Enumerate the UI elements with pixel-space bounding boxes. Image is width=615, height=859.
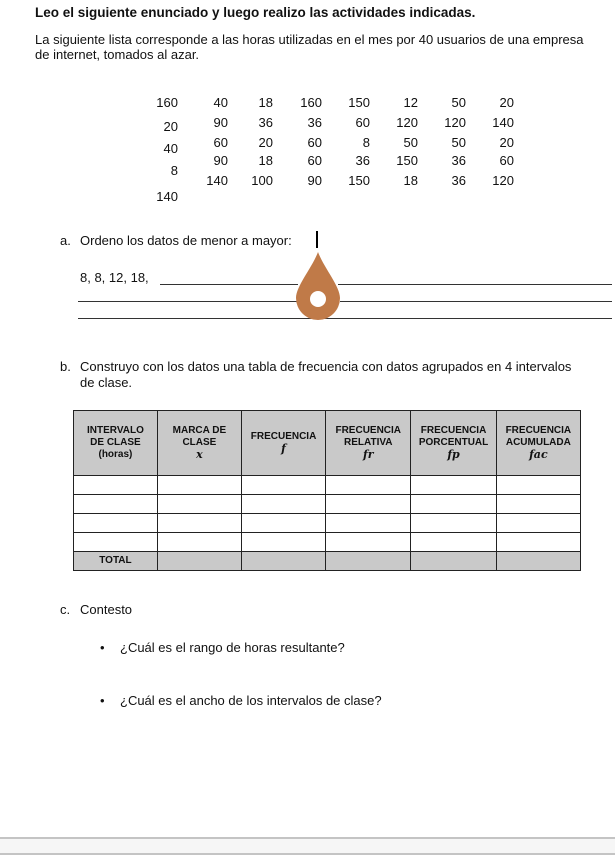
table-cell[interactable] — [241, 533, 325, 552]
part-a-text: Ordeno los datos de menor a mayor: — [80, 233, 292, 248]
data-value: 36 — [355, 153, 370, 168]
data-value: 100 — [251, 173, 273, 188]
data-value: 140 — [492, 115, 514, 130]
table-cell[interactable] — [411, 552, 496, 571]
header-text: FRECUENCIA — [420, 425, 487, 436]
table-cell[interactable] — [157, 552, 241, 571]
data-value: 50 — [403, 135, 418, 150]
table-row — [74, 514, 581, 533]
part-c-text: Contesto — [80, 602, 133, 617]
answer-line — [78, 318, 612, 319]
data-value: 140 — [156, 189, 178, 204]
header-text: INTERVALO — [87, 425, 144, 436]
table-cell[interactable] — [411, 495, 496, 514]
part-b-text: Construyo con los datos una tabla de frecuencia con datos agrupados en 4 intervalos de clase. — [80, 359, 572, 390]
part-b-label: b. — [60, 359, 71, 374]
data-value: 36 — [307, 115, 322, 130]
column-header — [496, 411, 580, 476]
data-value: 140 — [206, 173, 228, 188]
table-cell[interactable] — [496, 495, 580, 514]
column-header — [326, 411, 411, 476]
table-cell[interactable] — [241, 495, 325, 514]
answer-line — [160, 284, 298, 285]
data-value: 60 — [307, 153, 322, 168]
table-row — [74, 533, 581, 552]
table-cell[interactable] — [157, 514, 241, 533]
header-text: (horas) — [98, 449, 133, 460]
table-cell[interactable] — [74, 514, 158, 533]
data-value: 12 — [403, 95, 418, 110]
data-value: 36 — [451, 153, 466, 168]
data-value: 120 — [444, 115, 466, 130]
part-c-label: c. — [60, 602, 71, 617]
table-cell[interactable] — [241, 476, 325, 495]
table-cell[interactable] — [326, 552, 411, 571]
header-text: FRECUENCIA — [335, 425, 402, 436]
data-value: 150 — [348, 173, 370, 188]
page-title: Leo el siguiente enunciado y luego realizo las actividades indicadas. — [35, 5, 476, 20]
data-value: 90 — [213, 115, 228, 130]
data-value: 150 — [348, 95, 370, 110]
table-cell[interactable] — [496, 476, 580, 495]
text-cursor — [316, 231, 318, 248]
question-interval-width: ¿Cuál es el ancho de los intervalos de clase? — [120, 693, 382, 708]
data-value: 40 — [163, 141, 178, 156]
bullet: • — [100, 693, 105, 708]
data-value: 60 — [499, 153, 514, 168]
column-header — [157, 411, 241, 476]
total-label: TOTAL — [74, 552, 158, 571]
answer-line — [338, 284, 612, 285]
data-value: 8 — [362, 135, 370, 150]
bullet: • — [100, 640, 105, 655]
header-symbol: x — [196, 448, 203, 461]
data-value: 60 — [355, 115, 370, 130]
table-cell[interactable] — [157, 476, 241, 495]
table-cell[interactable] — [326, 476, 411, 495]
data-value: 20 — [258, 135, 273, 150]
question-range: ¿Cuál es el rango de horas resultante? — [120, 640, 345, 655]
answer-line — [340, 301, 612, 302]
frequency-table — [73, 410, 581, 571]
header-text: DE CLASE — [90, 437, 141, 448]
table-cell[interactable] — [411, 514, 496, 533]
table-cell[interactable] — [241, 552, 325, 571]
data-value: 18 — [258, 153, 273, 168]
data-value: 18 — [258, 95, 273, 110]
data-value: 60 — [307, 135, 322, 150]
data-value: 60 — [213, 135, 228, 150]
data-value: 8 — [170, 163, 178, 178]
header-symbol: fr — [362, 448, 374, 461]
header-text: CLASE — [182, 437, 217, 448]
data-value: 20 — [499, 135, 514, 150]
data-value: 150 — [396, 153, 418, 168]
table-cell[interactable] — [326, 514, 411, 533]
data-value: 160 — [300, 95, 322, 110]
intro-text: La siguiente lista corresponde a las horas utilizadas en el mes por 40 usuarios de una empresa de internet, tomados al azar. — [35, 32, 584, 62]
table-cell[interactable] — [157, 533, 241, 552]
data-value: 160 — [156, 95, 178, 110]
data-value: 18 — [403, 173, 418, 188]
header-symbol: f — [281, 442, 286, 455]
table-cell[interactable] — [411, 476, 496, 495]
table-cell[interactable] — [496, 514, 580, 533]
data-value: 36 — [451, 173, 466, 188]
table-cell[interactable] — [74, 533, 158, 552]
column-header — [241, 411, 325, 476]
data-value: 50 — [451, 135, 466, 150]
part-a-answer[interactable]: 8, 8, 12, 18, — [80, 270, 149, 285]
header-text: MARCA DE — [172, 425, 227, 436]
data-value: 36 — [258, 115, 273, 130]
table-cell[interactable] — [157, 495, 241, 514]
table-row — [74, 476, 581, 495]
data-value: 20 — [499, 95, 514, 110]
header-text: PORCENTUAL — [418, 437, 489, 448]
column-header — [74, 411, 158, 476]
header-text: FRECUENCIA — [250, 431, 317, 442]
table-cell[interactable] — [411, 533, 496, 552]
part-a-label: a. — [60, 233, 71, 248]
table-cell[interactable] — [241, 514, 325, 533]
table-cell[interactable] — [74, 476, 158, 495]
column-header — [411, 411, 496, 476]
data-value: 120 — [492, 173, 514, 188]
cursor-drag-handle-icon[interactable] — [296, 250, 342, 322]
header-symbol: fac — [529, 448, 548, 461]
page-footer-bar — [0, 837, 615, 855]
table-cell[interactable] — [326, 495, 411, 514]
header-text: FRECUENCIA — [505, 425, 572, 436]
header-symbol: fp — [447, 448, 460, 461]
data-value: 90 — [307, 173, 322, 188]
answer-line — [78, 301, 298, 302]
table-cell[interactable] — [496, 533, 580, 552]
header-text: RELATIVA — [344, 437, 393, 448]
data-value: 90 — [213, 153, 228, 168]
table-cell[interactable] — [326, 533, 411, 552]
data-value: 50 — [451, 95, 466, 110]
table-cell[interactable] — [74, 495, 158, 514]
table-cell[interactable] — [496, 552, 580, 571]
table-row — [74, 495, 581, 514]
total-row — [74, 552, 581, 571]
data-value: 120 — [396, 115, 418, 130]
data-value: 20 — [163, 119, 178, 134]
header-text: ACUMULADA — [505, 437, 571, 448]
data-value: 40 — [213, 95, 228, 110]
